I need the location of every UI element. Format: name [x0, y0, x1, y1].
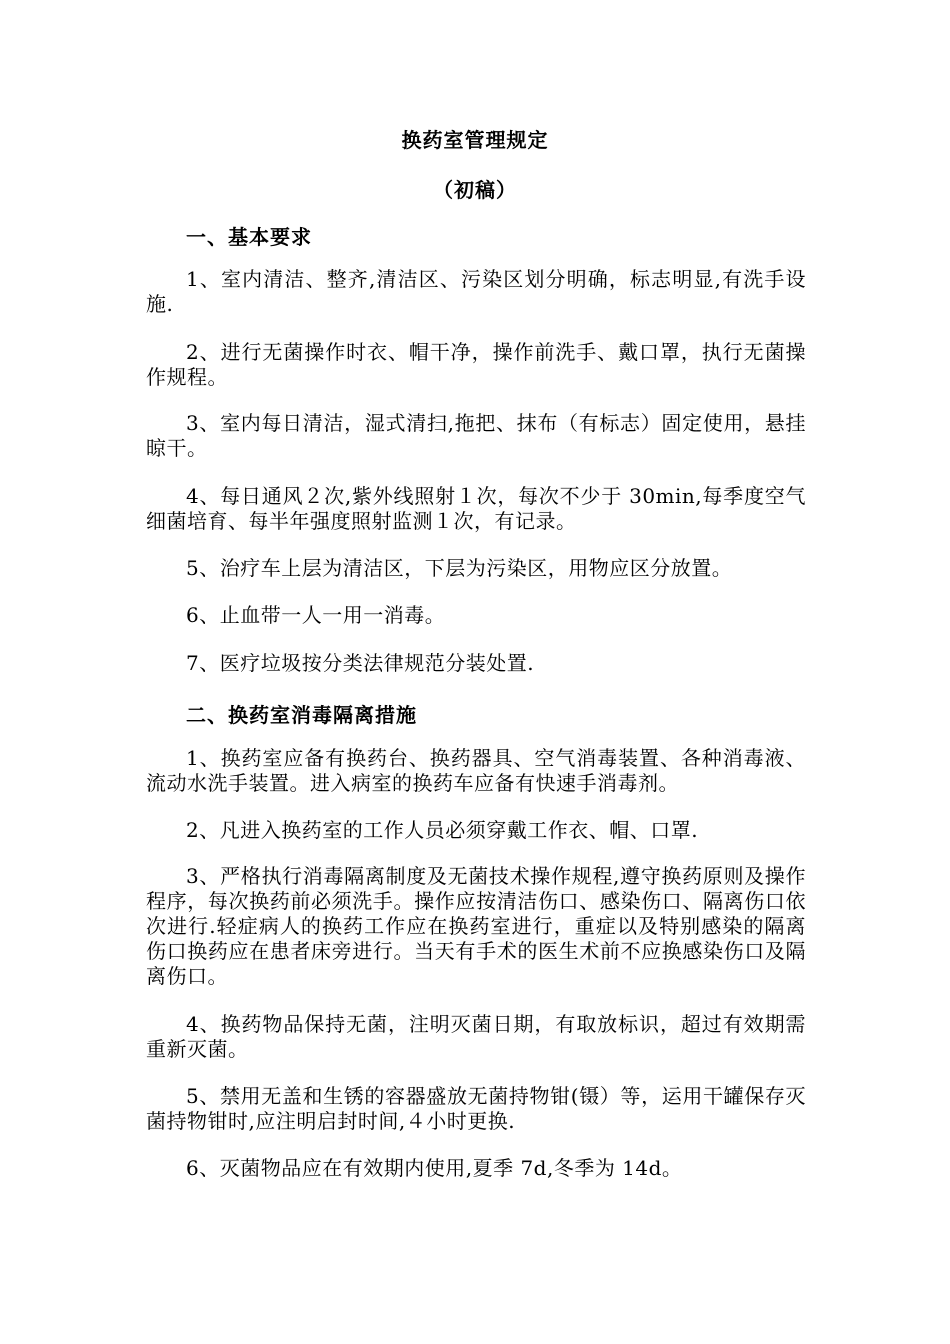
- paragraph: 2、凡进入换药室的工作人员必须穿戴工作衣、帽、口罩.: [186, 818, 699, 842]
- section-heading-disinfection-isolation: 二、换药室消毒隔离措施: [186, 703, 417, 727]
- paragraph: 4、每日通风２次,紫外线照射１次，每次不少于 30min,每季度空气细菌培育、每半年强度照射监测１次，有记录。: [146, 484, 806, 533]
- paragraph: 1、室内清洁、整齐,清洁区、污染区划分明确，标志明显,有洗手设施.: [146, 267, 806, 316]
- paragraph: 5、治疗车上层为清洁区，下层为污染区，用物应区分放置。: [186, 556, 733, 580]
- paragraph: 3、室内每日清洁，湿式清扫,拖把、抹布（有标志）固定使用，悬挂晾干。: [146, 411, 806, 460]
- paragraph: 6、止血带一人一用一消毒。: [186, 603, 446, 627]
- paragraph: 1、换药室应备有换药台、换药器具、空气消毒装置、各种消毒液、流动水洗手装置。进入病室的换药车应备有快速手消毒剂。: [146, 746, 806, 795]
- section-heading-basic-requirements: 一、基本要求: [186, 225, 312, 249]
- paragraph: 3、严格执行消毒隔离制度及无菌技术操作规程,遵守换药原则及操作程序，每次换药前必须洗手。操作应按清洁伤口、感染伤口、隔离伤口依次进行.轻症病人的换药工作应在换药室进行，重症以及特别感染的隔离伤口换药应在患者床旁进行。当天有手术的医生术前不应换感染伤口及隔离伤口。: [146, 864, 806, 988]
- paragraph: 2、进行无菌操作时衣、帽干净，操作前洗手、戴口罩，执行无菌操作规程。: [146, 340, 806, 389]
- paragraph: 4、换药物品保持无菌，注明灭菌日期，有取放标识，超过有效期需重新灭菌。: [146, 1012, 806, 1061]
- paragraph: 7、医疗垃圾按分类法律规范分装处置.: [186, 651, 535, 675]
- paragraph: 6、灭菌物品应在有效期内使用,夏季 7d,冬季为 14d。: [186, 1156, 683, 1180]
- paragraph: 5、禁用无盖和生锈的容器盛放无菌持物钳(镊）等，运用干罐保存灭菌持物钳时,应注明启封时间,４小时更换.: [146, 1084, 806, 1133]
- document-title: 换药室管理规定: [401, 128, 549, 152]
- document-subtitle: （初稿）: [433, 178, 517, 202]
